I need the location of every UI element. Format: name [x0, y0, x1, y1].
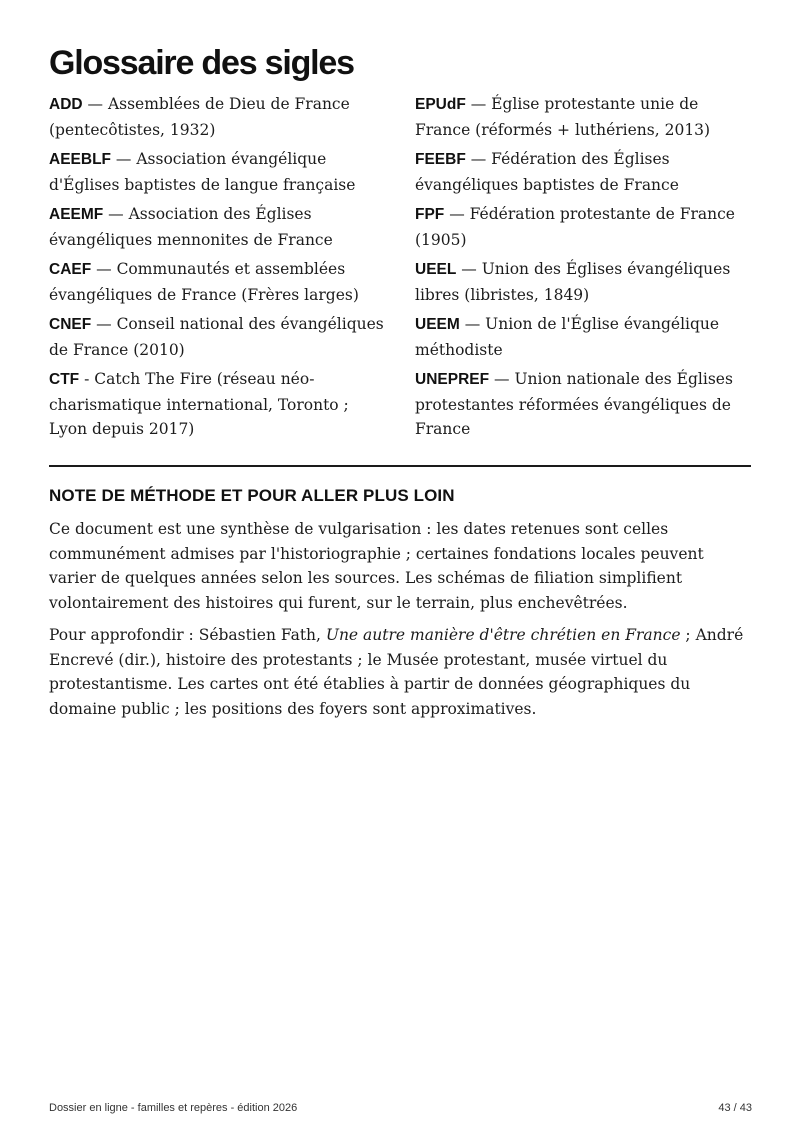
note-paragraph: Ce document est une synthèse de vulgarisation : les dates retenues sont celles communément admises par l'historiographie ; certaines fondations locales peuvent varier de quelques années selon les sources. Les schémas de filiation simplifient volontairement des histoires qui furent, sur le terrain, plus enchevêtrées.: [49, 520, 704, 612]
separator: —: [111, 150, 137, 168]
separator: —: [444, 205, 470, 223]
glossary-entry: [415, 312, 751, 362]
definition: Fédération des Églises évangéliques baptistes de France: [415, 150, 679, 194]
separator: —: [456, 260, 482, 278]
acronym: ADD: [49, 96, 83, 113]
separator: —: [91, 260, 117, 278]
glossary-entry: [49, 367, 385, 442]
definition: Union des Églises évangéliques libres (libristes, 1849): [415, 260, 731, 304]
separator: —: [465, 95, 492, 113]
definition: Association des Églises évangéliques mennonites de France: [49, 205, 333, 249]
note-paragraph: [49, 623, 751, 721]
glossary-entry: [415, 367, 751, 442]
definition: Église protestante unie de France (réformés + luthériens, 2013): [415, 95, 711, 139]
acronym: AEEMF: [49, 206, 104, 223]
definition: Assemblées de Dieu de France (pentecôtistes, 1932): [49, 95, 350, 139]
acronym: EPUdF: [415, 96, 466, 113]
glossary-entry: [49, 257, 385, 307]
separator: —: [82, 95, 108, 113]
definition: Catch The Fire (réseau néo-charismatique international, Toronto ; Lyon depuis 2017): [49, 370, 349, 438]
note-heading: NOTE DE MÉTHODE ET POUR ALLER PLUS LOIN: [49, 486, 455, 505]
definition: Conseil national des évangéliques de France (2010): [49, 315, 384, 359]
acronym: FEEBF: [415, 151, 466, 168]
acronym: AEEBLF: [49, 151, 111, 168]
section-divider: [49, 465, 751, 467]
glossary-entry: [49, 147, 385, 197]
page-number: 43 / 43: [718, 1102, 752, 1114]
text-run: Pour approfondir : Sébastien Fath,: [49, 626, 326, 644]
glossary: [49, 92, 751, 447]
definition: Fédération protestante de France (1905): [415, 205, 735, 249]
acronym: UEEM: [415, 316, 460, 333]
acronym: UNEPREF: [415, 371, 490, 388]
glossary-entry: [415, 147, 751, 197]
separator: -: [79, 370, 95, 388]
definition: Communautés et assemblées évangéliques de France (Frères larges): [49, 260, 359, 304]
separator: —: [465, 150, 492, 168]
separator: —: [91, 315, 117, 333]
separator: —: [459, 315, 486, 333]
page-title: Glossaire des sigles: [49, 44, 354, 82]
acronym: CAEF: [49, 261, 92, 278]
definition: Union de l'Église évangélique méthodiste: [415, 315, 720, 359]
separator: —: [103, 205, 129, 223]
text-run: ; André Encrevé (dir.), histoire des protestants ; le Musée protestant, musée virtuel du protestantisme. Les cartes ont été établies à partir de données géographiques du domaine public ; les positions des foyers sont approximatives.: [49, 626, 744, 718]
glossary-entry: [49, 312, 385, 362]
footer-document-label: Dossier en ligne - familles et repères - édition 2026: [49, 1102, 298, 1114]
acronym: UEEL: [415, 261, 457, 278]
glossary-entry: [415, 202, 751, 252]
glossary-entry: [415, 92, 751, 142]
book-title: Une autre manière d'être chrétien en France: [325, 626, 681, 644]
glossary-column-right: [415, 92, 751, 447]
acronym: FPF: [415, 206, 445, 223]
definition: Association évangélique d'Églises baptistes de langue française: [49, 150, 356, 194]
acronym: CNEF: [49, 316, 92, 333]
glossary-entry: [49, 92, 385, 142]
glossary-column-left: [49, 92, 385, 447]
definition: Union nationale des Églises protestantes réformées évangéliques de France: [415, 370, 733, 438]
acronym: CTF: [49, 371, 80, 388]
glossary-entry: [415, 257, 751, 307]
separator: —: [489, 370, 515, 388]
glossary-entry: [49, 202, 385, 252]
note-body: [49, 517, 751, 729]
